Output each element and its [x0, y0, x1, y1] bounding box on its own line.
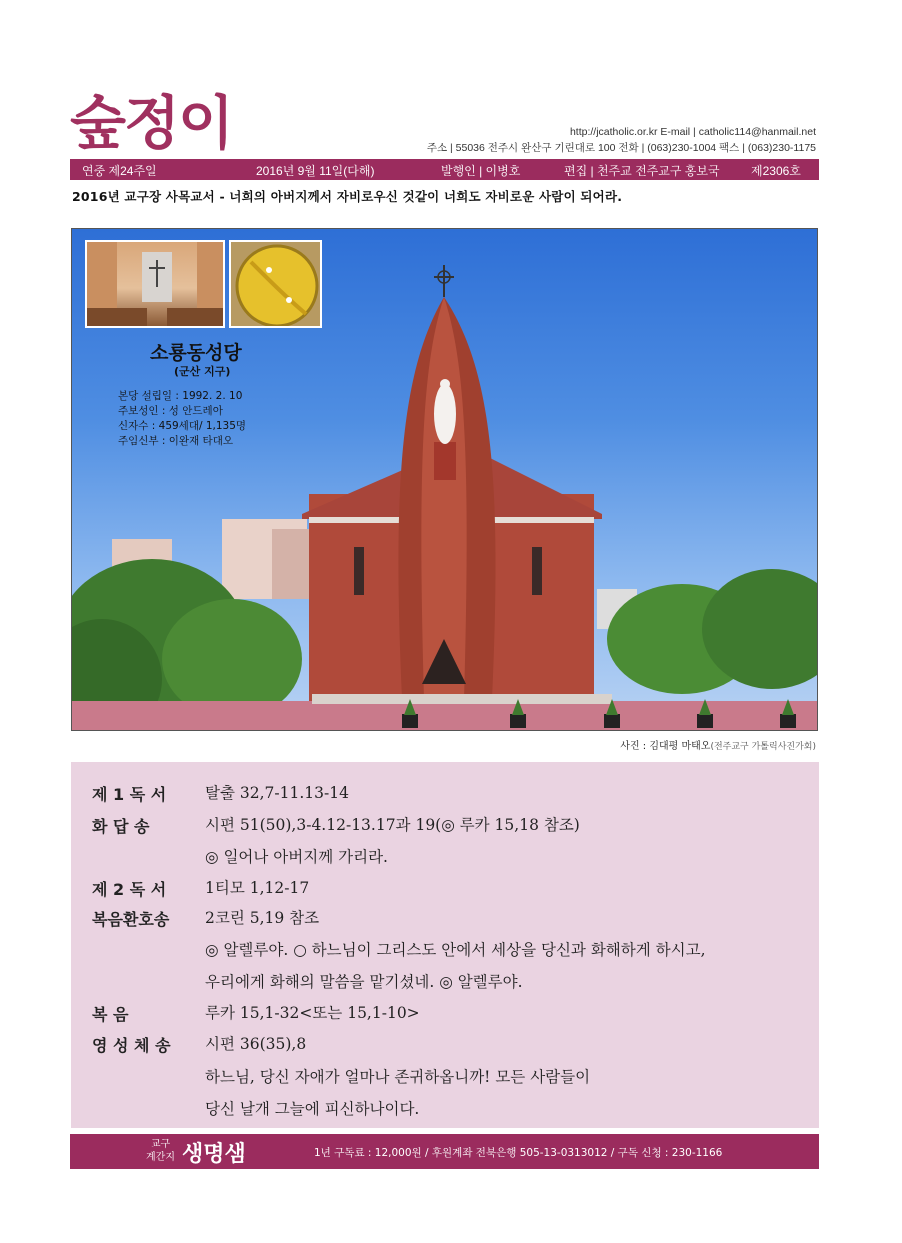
church-founded: 본당 설립일 : 1992. 2. 10 [118, 390, 243, 402]
issue-number: 제2306호 [751, 164, 801, 178]
caption-main: 사진 : 김대평 마태오 [620, 741, 711, 752]
reading-label: 제 1 독 서 [92, 785, 167, 804]
editor: 편집 | 천주교 전주교구 홍보국 [564, 164, 720, 178]
logo-text: 숲정이 [70, 89, 233, 157]
reading-text: ◎ 일어나 아버지께 가리라. [205, 848, 388, 866]
reading-text: 탈출 32,7-11.13-14 [205, 784, 349, 802]
reading-text: 루카 15,1-32<또는 15,1-10> [205, 1004, 420, 1022]
readings-panel [71, 762, 819, 1128]
tabernacle-photo [229, 240, 322, 328]
info-bar [70, 159, 819, 180]
subscription-info: 1년 구독료 : 12,000원 / 후원계좌 전북은행 505-13-0313012 / 구독 신청 : 230-1166 [314, 1147, 723, 1159]
reading-text: 2코린 5,19 참조 [205, 909, 320, 927]
caption-sub: (전주교구 가톨릭사진가회) [710, 742, 816, 752]
footer-label-line2: 계간지 [146, 1152, 175, 1163]
reading-label: 복음환호송 [92, 910, 170, 929]
church-district: (군산 지구) [174, 365, 231, 378]
church-members: 신자수 : 459세대/ 1,135명 [118, 420, 247, 432]
church-info [118, 389, 246, 449]
reading-text: 시편 51(50),3-4.12-13.17과 19(◎ 루카 15,18 참조) [205, 816, 580, 834]
church-pastor: 주임신부 : 이완재 타대오 [118, 435, 233, 447]
reading-label: 복 음 [92, 1005, 129, 1024]
reading-text: ◎ 알렐루야. ○ 하느님이 그리스도 안에서 세상을 당신과 화해하게 하시고, [205, 941, 706, 959]
reading-label: 영 성 체 송 [92, 1036, 171, 1055]
footer-label-line1: 교구 [150, 1139, 171, 1150]
subscription-footer [70, 1134, 819, 1169]
reading-label: 제 2 독 서 [92, 880, 167, 899]
church-patron: 주보성인 : 성 안드레아 [118, 405, 223, 417]
issue-date: 2016년 9월 11일(다해) [256, 164, 375, 178]
reading-text: 당신 날개 그늘에 피신하나이다. [205, 1100, 420, 1118]
masthead-logo [70, 88, 280, 158]
photo-caption [620, 737, 816, 752]
reading-text: 1티모 1,12-17 [205, 879, 310, 897]
liturgical-week: 연중 제24주일 [82, 164, 157, 178]
pastoral-motto: 2016년 교구장 사목교서 - 너희의 아버지께서 자비로우신 것같이 너희도 자비로운 사람이 되어라. [72, 189, 623, 204]
publisher: 발행인 | 이병호 [441, 164, 521, 178]
footer-label [146, 1138, 175, 1164]
reading-text: 시편 36(35),8 [205, 1035, 307, 1053]
reading-label: 화 답 송 [92, 817, 150, 836]
contact-info [427, 124, 816, 156]
contact-web-email: http://jcatholic.or.kr E-mail | catholic114@hanmail.net [569, 126, 816, 138]
church-name: 소룡동성당 [150, 342, 242, 364]
reading-text: 우리에게 화해의 말씀을 맡기셨네. ◎ 알렐루야. [205, 973, 523, 991]
contact-address: 주소 | 55036 전주시 완산구 기린대로 100 전화 | (063)230-1004 팩스 | (063)230-1175 [426, 142, 816, 154]
interior-photo [85, 240, 225, 328]
magazine-logo: 생명샘 [182, 1141, 246, 1167]
reading-text: 하느님, 당신 자애가 얼마나 존귀하옵니까! 모든 사람들이 [205, 1068, 591, 1086]
